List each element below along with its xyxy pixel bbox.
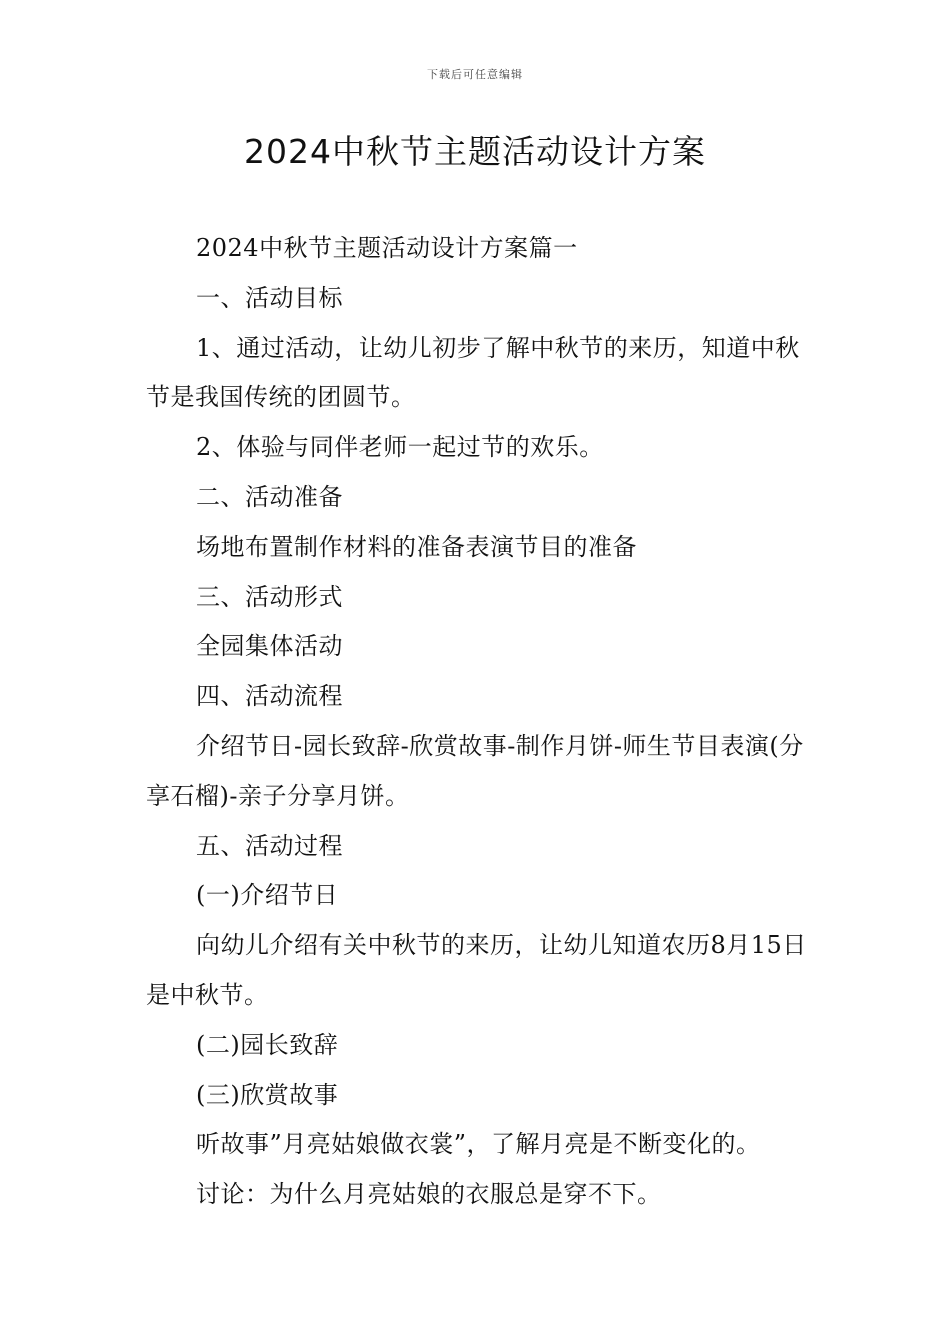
- paragraph-story: 听故事”月亮姑娘做衣裳”，了解月亮是不断变化的。: [196, 1130, 761, 1159]
- subheading-introduce-festival: (一)介绍节日: [196, 881, 339, 910]
- paragraph-subtitle: 2024中秋节主题活动设计方案篇一: [196, 234, 578, 262]
- heading-format: 三、活动形式: [196, 582, 343, 611]
- paragraph-goal-2: 2、体验与同伴老师一起过节的欢乐。: [196, 433, 604, 462]
- subheading-story: (三)欣赏故事: [196, 1080, 339, 1109]
- paragraph-format: 全园集体活动: [196, 632, 343, 661]
- header-note: 下载后可任意编辑: [427, 68, 523, 81]
- paragraph-preparation: 场地布置制作材料的准备表演节目的准备: [196, 532, 637, 561]
- heading-flow: 四、活动流程: [196, 682, 343, 711]
- subheading-principal-speech: (二)园长致辞: [196, 1030, 339, 1059]
- paragraph-discussion: 讨论：为什么月亮姑娘的衣服总是穿不下。: [196, 1180, 662, 1209]
- heading-preparation: 二、活动准备: [196, 482, 343, 511]
- heading-process: 五、活动过程: [196, 831, 343, 860]
- paragraph-flow: 介绍节日-园长致辞-欣赏故事-制作月饼-师生节目表演(分享石榴)-亲子分享月饼。: [146, 731, 804, 810]
- paragraph-introduce-festival: 向幼儿介绍有关中秋节的来历，让幼儿知道农历8月15日是中秋节。: [146, 931, 807, 1009]
- paragraph-goal-1: 1、通过活动，让幼儿初步了解中秋节的来历，知道中秋节是我国传统的团圆节。: [146, 333, 800, 412]
- document-title: 2024中秋节主题活动设计方案: [244, 132, 706, 171]
- document-body: [146, 224, 810, 1220]
- heading-goals: 一、活动目标: [196, 283, 343, 312]
